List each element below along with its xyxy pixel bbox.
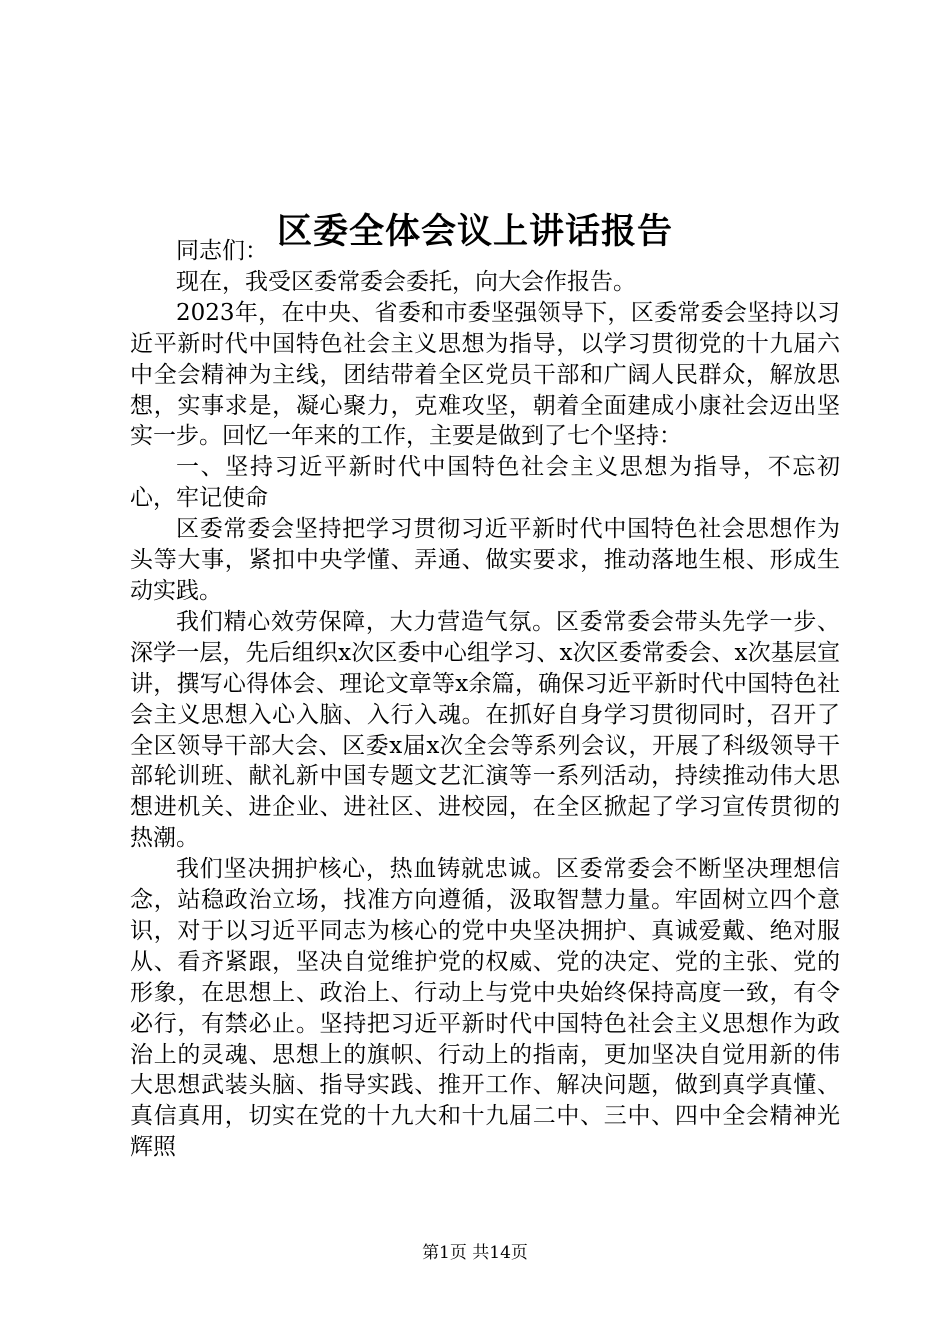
section-heading: 一、坚持习近平新时代中国特色社会主义思想为指导，不忘初心，牢记使命 xyxy=(130,454,840,512)
body-paragraph: 我们坚决拥护核心，热血铸就忠诚。区委常委会不断坚决理想信念，站稳政治立场，找准方向遵循，汲取智慧力量。牢固树立四个意识，对于以习近平同志为核心的党中央坚决拥护、真诚爱戴、绝对服从、看齐紧跟，坚决自觉维护党的权威、党的决定、党的主张、党的形象，在思想上、政治上、行动上与党中央始终保持高度一致，有令必行，有禁必止。坚持把习近平新时代中国特色社会主义思想作为政治上的灵魂、思想上的旗帜、行动上的指南，更加坚决自觉用新的伟大思想武装头脑、指导实践、推开工作、解决问题，做到真学真懂、真信真用，切实在党的十九大和十九届二中、三中、四中全会精神光辉照 xyxy=(130,856,840,1161)
page-number-footer: 第1页 共14页 xyxy=(422,1243,528,1263)
document-title: 区委全体会议上讲话报告 xyxy=(276,211,673,253)
salutation-paragraph: 同志们： xyxy=(176,238,268,264)
body-paragraph: 我们精心效劳保障，大力营造气氛。区委常委会带头先学一步、深学一层，先后组织x次区委中心组学习、x次区委常委会、x次基层宣讲，撰写心得体会、理论文章等x余篇，确保习近平新时代中国特色社会主义思想入心入脑、入行入魂。在抓好自身学习贯彻同时，召开了全区领导干部大会、区委x届x次全会等系列会议，开展了科级领导干部轮训班、献礼新中国专题文艺汇演等一系列活动，持续推动伟大思想进机关、进企业、进社区、进校园，在全区掀起了学习宣传贯彻的热潮。 xyxy=(130,608,840,852)
body-paragraph: 区委常委会坚持把学习贯彻习近平新时代中国特色社会思想作为头等大事，紧扣中央学懂、弄通、做实要求，推动落地生根、形成生动实践。 xyxy=(130,516,840,604)
body-paragraph: 2023年，在中央、省委和市委坚强领导下，区委常委会坚持以习近平新时代中国特色社会主义思想为指导，以学习贯彻党的十九届六中全会精神为主线，团结带着全区党员干部和广阔人民群众，解放思想，实事求是，凝心聚力，克难攻坚，朝着全面建成小康社会迈出坚实一步。回忆一年来的工作，主要是做到了七个坚持： xyxy=(130,299,840,450)
document-body xyxy=(130,236,840,1163)
intro-paragraph: 现在，我受区委常委会委托，向大会作报告。 xyxy=(176,268,636,295)
